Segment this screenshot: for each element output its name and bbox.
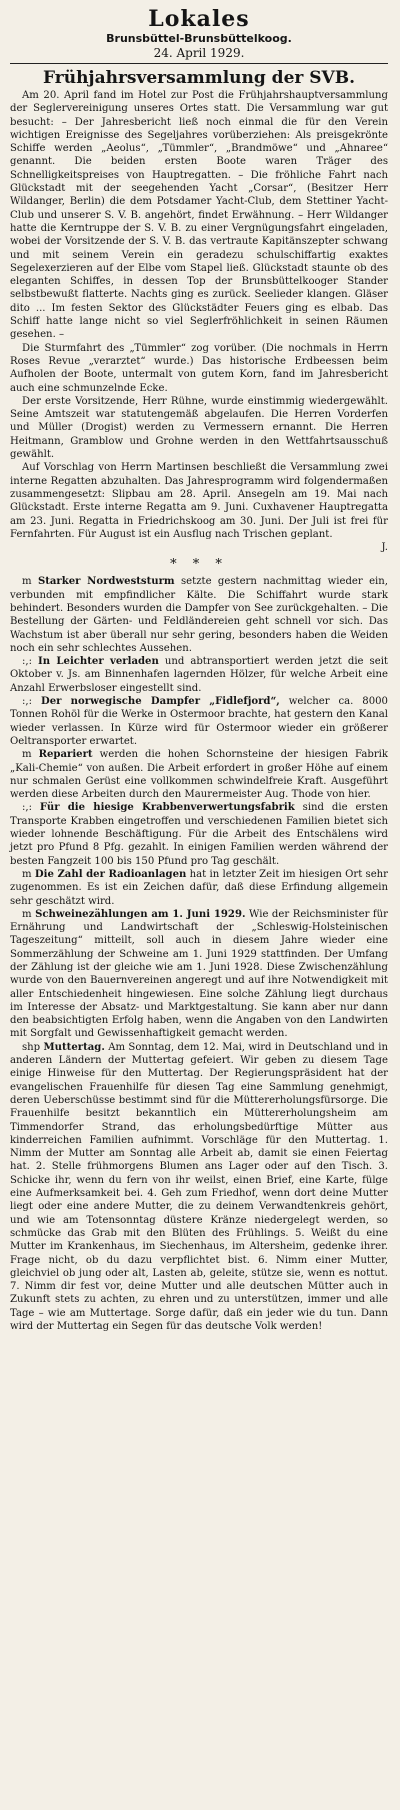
article-paragraph: Die Sturmfahrt des „Tümmler“ zog vorüber. (Die nochmals in Herrn Roses Revue „verarztet“ wurde.) Das historische Erdbeessen beim Aufholen der Boote, untermalt von gutem Korn, fand im Jahresbericht auch eine schmunzelnde Ecke. bbox=[10, 342, 388, 394]
local-subtitle: Brunsbüttel-Brunsbüttelkoog. bbox=[106, 32, 292, 45]
news-text: welcher ca. 8000 Tonnen Rohöl für die Werke in Ostermoor brachte, hat gestern den Kanal wieder verlassen. In Kürze wird für Ostermoor wieder ein größerer Oeltransporter erwartet. bbox=[10, 696, 388, 747]
article-signature: J. bbox=[381, 542, 388, 554]
local-news-list bbox=[10, 575, 388, 1333]
news-item bbox=[10, 748, 388, 801]
news-prefix: :,: bbox=[22, 802, 33, 814]
article-body bbox=[10, 89, 388, 554]
article-paragraph: Der erste Vorsitzende, Herr Rühne, wurde einstimmig wiedergewählt. Seine Amtszeit war statutengemäß abgelaufen. Die Herren Vorderfen und Müller (Drogist) werden zu Vermessern ernannt. Die Herren Heitmann, Gramblow und Grohne werden in den Wettfahrtsausschuß gewählt. bbox=[10, 395, 388, 461]
masthead bbox=[10, 6, 388, 61]
news-text: setzte gestern nachmittag wieder ein, verbunden mit empfindlicher Kälte. Die Schiffahrt wurde stark behindert. Besonders wurden die Dampfer von See zurückgehalten. – Die Bestellung der Gärten- und Feldländereien geht schnell vor sich. Das Wachstum ist aber überall nur sehr gering, besonders haben die Weiden noch ein sehr schlechtes Aussehen. bbox=[10, 576, 388, 654]
news-text: Wie der Reichsminister für Ernährung und Landwirtschaft der „Schleswig-Holsteinischen Tageszeitung“ mitteilt, soll auch in diesem Jahre wieder eine Sommerzählung der Schweine am 1. Juni 1929 stattfinden. Der Umfang der Zählung ist der gleiche wie am 1. Juni 1928. Diese Zwischenzählung wurde von den Bauernvereinen angeregt und auf ihre Notwendigkeit mit aller Entschiedenheit hingewiesen. Eine solche Zählung liegt durchaus im Interesse der Absatz- und Marktgestaltung. Sie kann aber nur dann den beabsichtigten Erfolg haben, wenn die Angaben von den Landwirten mit Sorgfalt und Gewissenhaftigkeit gemacht werden. bbox=[10, 908, 388, 1040]
news-item bbox=[10, 908, 388, 1041]
news-prefix: m bbox=[22, 868, 32, 880]
news-lead: Die Zahl der Radioanlagen bbox=[34, 868, 187, 880]
news-item bbox=[10, 801, 388, 867]
news-item bbox=[10, 1041, 388, 1334]
news-prefix: shp bbox=[22, 1041, 41, 1053]
news-item bbox=[10, 575, 388, 655]
news-lead: Muttertag. bbox=[43, 1041, 105, 1053]
news-item bbox=[10, 868, 388, 908]
news-item bbox=[10, 655, 388, 695]
article-paragraph: Auf Vorschlag von Herrn Martinsen beschließt die Versammlung zwei interne Regatten abzuhalten. Das Jahresprogramm wird folgendermaßen zusammengesetzt: Slipbau am 28. April. Ansegeln am 19. Mai nach Glückstadt. Erste interne Regatta am 9. Juni. Cuxhavener Hauptregatta am 23. Juni. Regatta in Friedrichskoog am 30. Juni. Der Juli ist frei für Fernfahrten. Für August ist ein Ausflug nach Trischen geplant. bbox=[10, 462, 388, 540]
news-lead: Für die hiesige Krabbenverwertungsfabrik bbox=[39, 802, 295, 814]
section-separator: * * * bbox=[170, 557, 228, 573]
issue-date: 24. April 1929. bbox=[153, 46, 245, 60]
news-prefix: m bbox=[22, 908, 32, 920]
news-item bbox=[10, 695, 388, 748]
article-headline: Frühjahrsversammlung der SVB. bbox=[42, 68, 356, 88]
news-lead: Repariert bbox=[38, 749, 93, 761]
news-prefix: m bbox=[22, 576, 32, 588]
news-lead: Schweinezählungen am 1. Juni 1929. bbox=[35, 908, 246, 920]
divider-rule bbox=[10, 63, 388, 64]
news-text: werden die hohen Schornsteine der hiesigen Fabrik „Kali-Chemie“ von außen. Die Arbeit erfordert in großer Höhe auf einem nur schmalen Gerüst eine vollkommen schwindelfreie Kraft. Ausgeführt werden diese Arbeiten durch den Maurermeister Aug. Thode von hier. bbox=[10, 749, 388, 801]
news-lead: Der norwegische Dampfer „Fidlefjord“, bbox=[40, 696, 280, 708]
news-lead: Starker Nordweststurm bbox=[37, 576, 175, 588]
news-text: Am Sonntag, dem 12. Mai, wird in Deutschland und in anderen Ländern der Muttertag gefeiert. Wir geben zu diesem Tage einige Hinweise für den Muttertag. Der Regierungspräsident hat der evangelischen Frauenhilfe für diesen Tag eine Sammlung genehmigt, deren Ueberschüsse bestimmt sind für die Müttererholungsfürsorge. Die Frauenhilfe besitzt bekanntlich ein Müttererholungsheim am Timmendorfer Strand, das erholungsbedürftige Mütter aus kinderreichen Familien aufnimmt. Vorschläge für den Muttertag. 1. Nimm der Mutter am Sonntag alle Arbeit ab, damit sie einen Feiertag hat. 2. Stelle frühmorgens Blumen ans Lager oder auf den Tisch. 3. Schicke ihr, wenn du fern von ihr weilst, einen Brief, eine Karte, fülge eine Aufmerksamkeit bei. 4. Geh zum Friedhof, wenn dort deine Mutter liegt oder eine andere Mutter, die zu deinem Verwandtenkreis gehört, und wie am Totensonntag düstere Kränze niedergelegt werden, so schmücke das Grab mit den Blüten des Frühlings. 5. Weißt du eine Mutter im Krankenhaus, im Siechenhaus, im Altersheim, gedenke ihrer. Frage nicht, ob du dazu verpflichtet bist. 6. Nimm einer Mutter, gleichviel ob jung oder alt, Lasten ab, geleite, stütze sie, wenn es nottut. 7. Nimm dir fest vor, deine Mutter und alle deutschen Mütter auch in Zukunft stets zu achten, zu ehren und zu unterstützen, immer und alle Tage – wie am Muttertage. Sorge dafür, daß ein jeder wie du tun. Dann wird der Muttertag ein Segen für das deutsche Volk werden! bbox=[10, 1041, 388, 1333]
news-prefix: :,: bbox=[22, 696, 33, 708]
section-title: Lokales bbox=[148, 6, 250, 32]
news-text: hat in letzter Zeit im hiesigen Ort sehr zugenommen. Es ist ein Zeichen dafür, daß diese Erfindung allgemein sehr geschätzt wird. bbox=[10, 868, 389, 907]
news-lead: In Leichter verladen bbox=[38, 656, 159, 668]
article-paragraph: Am 20. April fand im Hotel zur Post die Frühjahrshauptversammlung der Seglervereinigung unseres Ortes statt. Die Versammlung war gut besucht: – Der Jahresbericht ließ noch einmal die für den Verein wichtigen Ereignisse des Segeljahres vorüberziehen: Als preisgekrönte Schiffe werden „Aeolus“, „Tümmler“, „Brandmöwe“ und „Ahnaree“ genannt. Die beiden ersten Boote waren Träger des Schnelligkeitspreises von Hauptregatten. – Die fröhliche Fahrt nach Glückstadt mit der seegehenden Yacht „Corsar“, (Besitzer Herr Wildanger, Berlin) die dem Potsdamer Yacht-Club, dem Stettiner Yacht-Club und unserer S. V. B. angehört, findet Erwähnung. – Herr Wildanger hatte die Kerntruppe der S. V. B. zu einer Vergnügungsfahrt eingeladen, wobei der Vorsitzende der S. V. B. das vertraute Kapitänszepter schwang und mit seinem Verein ein geradezu schulschiffartig exaktes Segelexerzieren auf der Elbe vom Stapel ließ. Glückstadt staunte ob des eleganten Schiffes, in dessen Top der Brunsbüttelkooger Stander selbstbewußt flatterte. Nachts ging es zurück. Seelieder klangen. Gläser dito ... Im festen Sektor des Glückstädter Feuers ging es elbab. Das Schiff hatte lange nicht so viel Seglerfröhlichkeit in seinen Räumen gesehen. – bbox=[10, 90, 388, 341]
news-prefix: m bbox=[22, 749, 32, 761]
news-text: und abtransportiert werden jetzt die seit Oktober v. Js. am Binnenhafen lagernden Hölzer, für welche Arbeit eine Anzahl Erwerbsloser eingestellt sind. bbox=[10, 656, 388, 694]
news-prefix: :,: bbox=[22, 656, 33, 668]
news-text: sind die ersten Transporte Krabben eingetroffen und verschiedenen Familien bietet sich wieder lohnende Beschäftigung. Für die Arbeit des Entschälens wird jetzt pro Pfund 8 Pfg. gezahlt. In einigen Familien werden während der besten Fangzeit 100 bis 150 Pfund pro Tag geschält. bbox=[10, 802, 388, 867]
